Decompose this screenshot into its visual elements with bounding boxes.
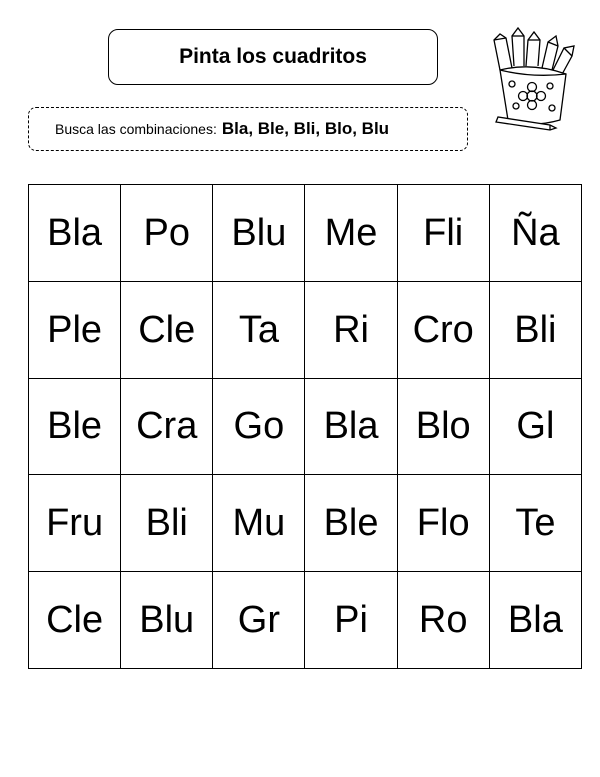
grid-row xyxy=(29,475,582,572)
grid-cell[interactable]: Ta xyxy=(213,281,305,378)
page-title: Pinta los cuadritos xyxy=(108,29,438,85)
grid-cell[interactable]: Fli xyxy=(397,185,489,282)
grid-cell[interactable]: Cle xyxy=(121,281,213,378)
grid-cell[interactable]: Te xyxy=(489,475,581,572)
grid-cell[interactable]: Bla xyxy=(489,572,581,669)
grid-cell[interactable]: Bli xyxy=(121,475,213,572)
grid-cell[interactable]: Po xyxy=(121,185,213,282)
grid-cell[interactable]: Bli xyxy=(489,281,581,378)
pencil-icon xyxy=(494,34,512,70)
grid-row xyxy=(29,185,582,282)
grid-cell[interactable]: Me xyxy=(305,185,397,282)
pencil-cup-icon xyxy=(486,26,582,134)
grid-cell[interactable]: Mu xyxy=(213,475,305,572)
grid-cell[interactable]: Go xyxy=(213,378,305,475)
grid-cell[interactable]: Blu xyxy=(121,572,213,669)
grid-cell[interactable]: Blo xyxy=(397,378,489,475)
grid-row xyxy=(29,572,582,669)
grid-cell[interactable]: Cro xyxy=(397,281,489,378)
grid-cell[interactable]: Ble xyxy=(305,475,397,572)
grid-cell[interactable]: Ro xyxy=(397,572,489,669)
grid-cell[interactable]: Ble xyxy=(29,378,121,475)
grid-cell[interactable]: Gr xyxy=(213,572,305,669)
instructions-combinations: Bla, Ble, Bli, Blo, Blu xyxy=(221,119,390,138)
instructions-label: Busca las combinaciones: xyxy=(55,121,217,137)
grid-cell[interactable]: Ri xyxy=(305,281,397,378)
pencil-icon xyxy=(512,28,524,66)
grid-cell[interactable]: Blu xyxy=(213,185,305,282)
grid-row xyxy=(29,281,582,378)
pencil-icon xyxy=(526,32,540,66)
grid-cell[interactable]: Cra xyxy=(121,378,213,475)
grid-cell[interactable]: Ña xyxy=(489,185,581,282)
grid-row xyxy=(29,378,582,475)
instructions-box xyxy=(28,107,468,151)
grid-cell[interactable]: Fru xyxy=(29,475,121,572)
syllable-grid xyxy=(28,184,582,669)
grid-cell[interactable]: Bla xyxy=(29,185,121,282)
grid-cell[interactable]: Bla xyxy=(305,378,397,475)
grid-cell[interactable]: Cle xyxy=(29,572,121,669)
grid-cell[interactable]: Ple xyxy=(29,281,121,378)
grid-cell[interactable]: Gl xyxy=(489,378,581,475)
grid-cell[interactable]: Flo xyxy=(397,475,489,572)
grid-cell[interactable]: Pi xyxy=(305,572,397,669)
